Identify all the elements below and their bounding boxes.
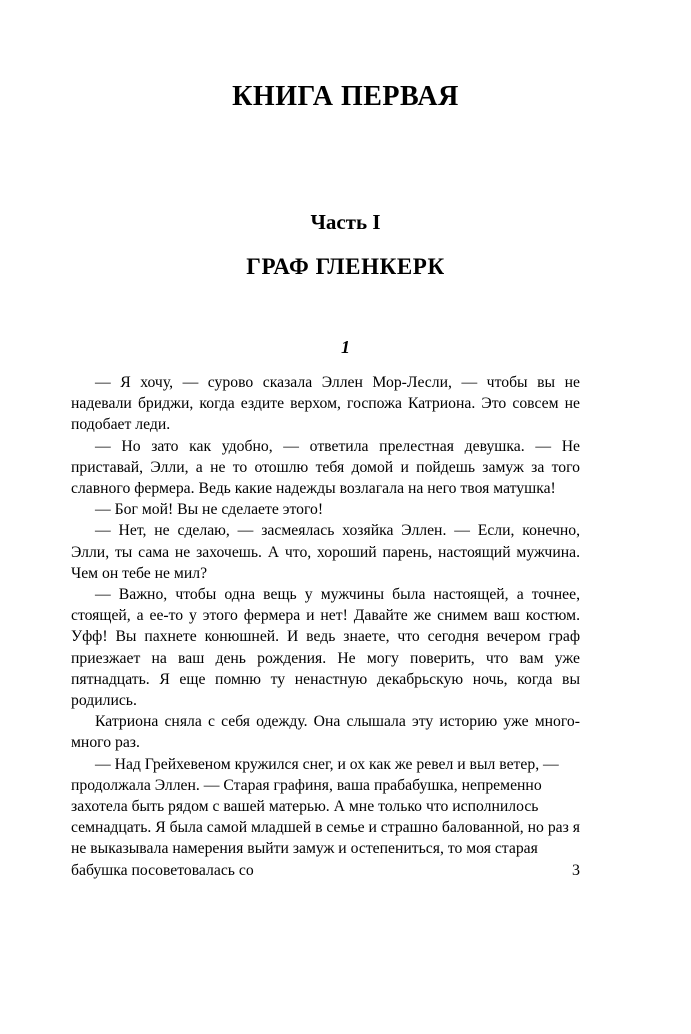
paragraph: — Нет, не сделаю, — засмеялась хозяйка Эллен. — Если, конечно, Элли, ты сама не захочешь. А что, хороший парень, настоящий мужчина. Чем он тебе не мил? (71, 522, 580, 582)
part-title: Часть I (310, 210, 381, 234)
chapter-number: 1 (341, 337, 350, 357)
paragraph: — Но зато как удобно, — ответила прелестная девушка. — Не приставай, Элли, а не то отошлю тебя домой и пойдешь замуж за того славного фермера. Ведь какие надежды возлагала на него твоя матушка! (71, 437, 580, 498)
page-number: 3 (572, 861, 580, 879)
paragraph: — Над Грейхевеном кружился снег, и ох как же ревел и выл ветер, — продолжала Эллен. — Старая графиня, ваша прабабушка, непременно захотела быть рядом с вашей матерью. А мне только что исполнилось семнадцать. Я была самой младшей в семье и страшно балованной, но раз я не выказывала намерения выйти замуж и остепениться, то моя старая бабушка посоветовалась со (71, 755, 580, 879)
body-text (71, 372, 580, 881)
paragraph: — Бог мой! Вы не сделаете этого! (95, 501, 324, 519)
part-subtitle: ГРАФ ГЛЕНКЕРК (246, 254, 445, 279)
paragraph: — Я хочу, — сурово сказала Эллен Мор-Лесли, — чтобы вы не надевали бриджи, когда ездите верхом, госпожа Катриона. Это совсем не подобает леди. (71, 374, 580, 434)
paragraph: Катриона сняла с себя одежду. Она слышала эту историю уже много-много раз. (71, 713, 580, 752)
paragraph: — Важно, чтобы одна вещь у мужчины была настоящей, а точнее, стоящей, а ее-то у этого фермера и нет! Давайте же снимем ваш костюм. Уфф! Вы пахнете конюшней. И ведь знаете, что сегодня вечером граф приезжает на ваш день рождения. Не могу поверить, что вам уже пятнадцать. Я еще помню ту ненастную декабрьскую ночь, когда вы родились. (71, 586, 580, 710)
book-title: КНИГА ПЕРВАЯ (232, 81, 459, 112)
